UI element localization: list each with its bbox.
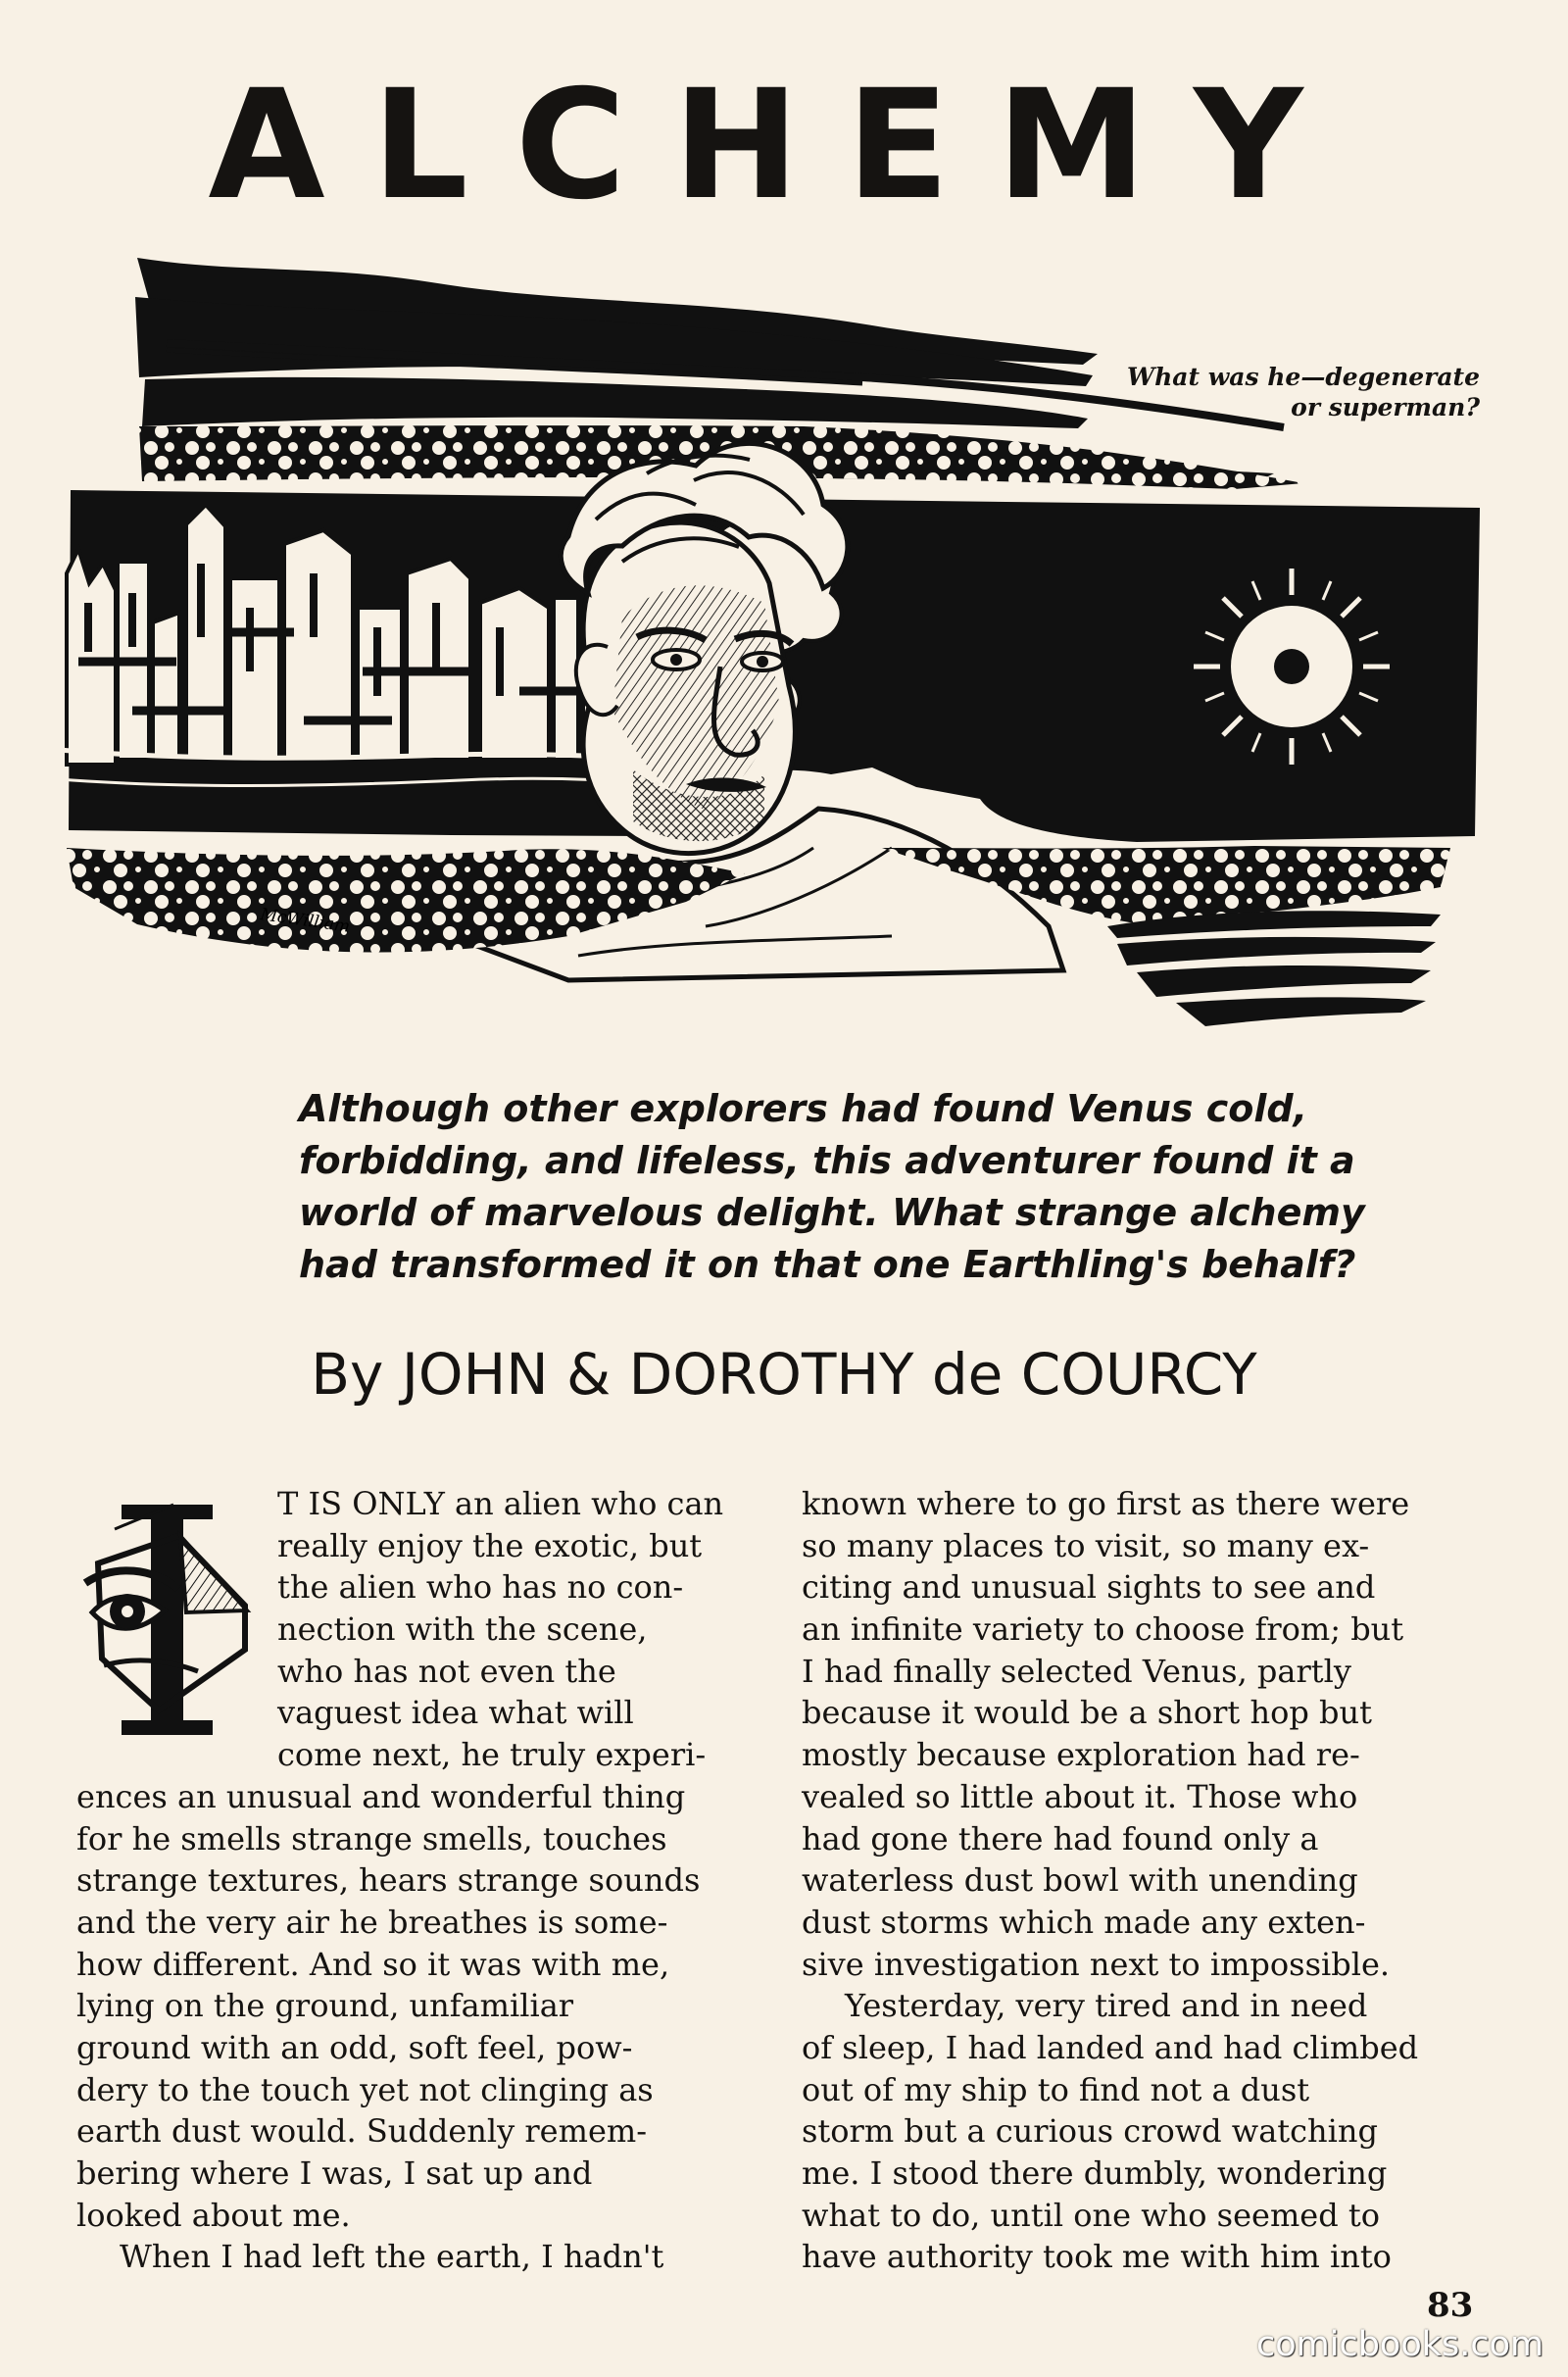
- body-line: had gone there had found only a: [802, 1819, 1319, 1857]
- deck-line: had transformed it on that one Earthling's behalf?: [299, 1243, 1356, 1286]
- body-line: vealed so little about it. Those who: [802, 1777, 1358, 1815]
- author-byline: By JOHN & DOROTHY de COURCY: [311, 1341, 1257, 1408]
- body-line: earth dust would. Suddenly remem-: [76, 2112, 648, 2151]
- body-line: sive investigation next to impossible.: [802, 1945, 1391, 1983]
- artist-signature: McWilliam: [259, 905, 352, 937]
- body-line: dust storms which made any exten-: [802, 1903, 1366, 1941]
- drop-cap-letter: I: [71, 1485, 72, 1486]
- story-deck: [299, 1083, 1365, 1291]
- body-line: me. I stood there dumbly, wondering: [802, 2154, 1388, 2192]
- body-line: so many places to visit, so many ex-: [802, 1526, 1370, 1564]
- body-line: T IS ONLY an alien who can: [277, 1485, 724, 1522]
- body-line: the alien who has no con-: [277, 1568, 684, 1607]
- body-line: When I had left the earth, I hadn't: [120, 2238, 664, 2276]
- body-line: Yesterday, very tired and in need: [845, 1987, 1368, 2025]
- caption-line: What was he—degenerate: [1127, 363, 1480, 391]
- body-line: waterless dust bowl with unending: [802, 1861, 1358, 1900]
- body-line: mostly because exploration had re-: [802, 1736, 1360, 1774]
- body-line: citing and unusual sights to see and: [802, 1568, 1376, 1607]
- illustration-caption: [1029, 362, 1480, 422]
- body-line: strange textures, hears strange sounds: [76, 1861, 701, 1900]
- body-line: ences an unusual and wonderful thing: [76, 1777, 686, 1815]
- body-line: really enjoy the exotic, but: [277, 1526, 703, 1564]
- body-line: because it would be a short hop but: [802, 1694, 1372, 1732]
- body-line: dery to the touch yet not clinging as: [76, 2070, 654, 2108]
- lower-right-stripes: [1107, 911, 1441, 1026]
- body-line: bering where I was, I sat up and: [76, 2154, 593, 2192]
- body-line: and the very air he breathes is some-: [76, 1903, 668, 1941]
- body-line: lying on the ground, unfamiliar: [76, 1987, 574, 2025]
- story-title: ALCHEMY: [208, 58, 1350, 233]
- body-line: nection with the scene,: [277, 1610, 648, 1649]
- body-line: I had finally selected Venus, partly: [802, 1652, 1351, 1690]
- body-line: ground with an odd, soft feel, pow-: [76, 2028, 633, 2066]
- body-line: an infinite variety to choose from; but: [802, 1610, 1404, 1649]
- body-line: out of my ship to find not a dust: [802, 2070, 1310, 2108]
- body-line: for he smells strange smells, touches: [76, 1819, 667, 1857]
- caption-line: or superman?: [1291, 393, 1480, 421]
- body-line: come next, he truly experi-: [277, 1736, 707, 1774]
- body-line: storm but a curious crowd watching: [802, 2112, 1378, 2151]
- body-line: how different. And so it was with me,: [76, 1945, 670, 1983]
- deck-line: Although other explorers had found Venus cold,: [299, 1087, 1308, 1130]
- body-line: who has not even the: [277, 1652, 616, 1690]
- body-line: looked about me.: [76, 2196, 351, 2234]
- body-line: what to do, until one who seemed to: [802, 2196, 1380, 2234]
- body-line: of sleep, I had landed and had climbed: [802, 2028, 1419, 2066]
- deck-line: forbidding, and lifeless, this adventurer found it a: [299, 1139, 1355, 1182]
- page-number: 83: [1427, 2286, 1474, 2325]
- right-text-column: [802, 1483, 1486, 2278]
- body-line: known where to go first as there were: [802, 1485, 1410, 1522]
- deck-line: world of marvelous delight. What strange alchemy: [299, 1191, 1365, 1234]
- body-line: vaguest idea what will: [277, 1694, 634, 1732]
- source-watermark: comicbooks.com: [1256, 2325, 1544, 2364]
- body-line: have authority took me with him into: [802, 2238, 1392, 2276]
- left-text-column: [76, 1483, 759, 2278]
